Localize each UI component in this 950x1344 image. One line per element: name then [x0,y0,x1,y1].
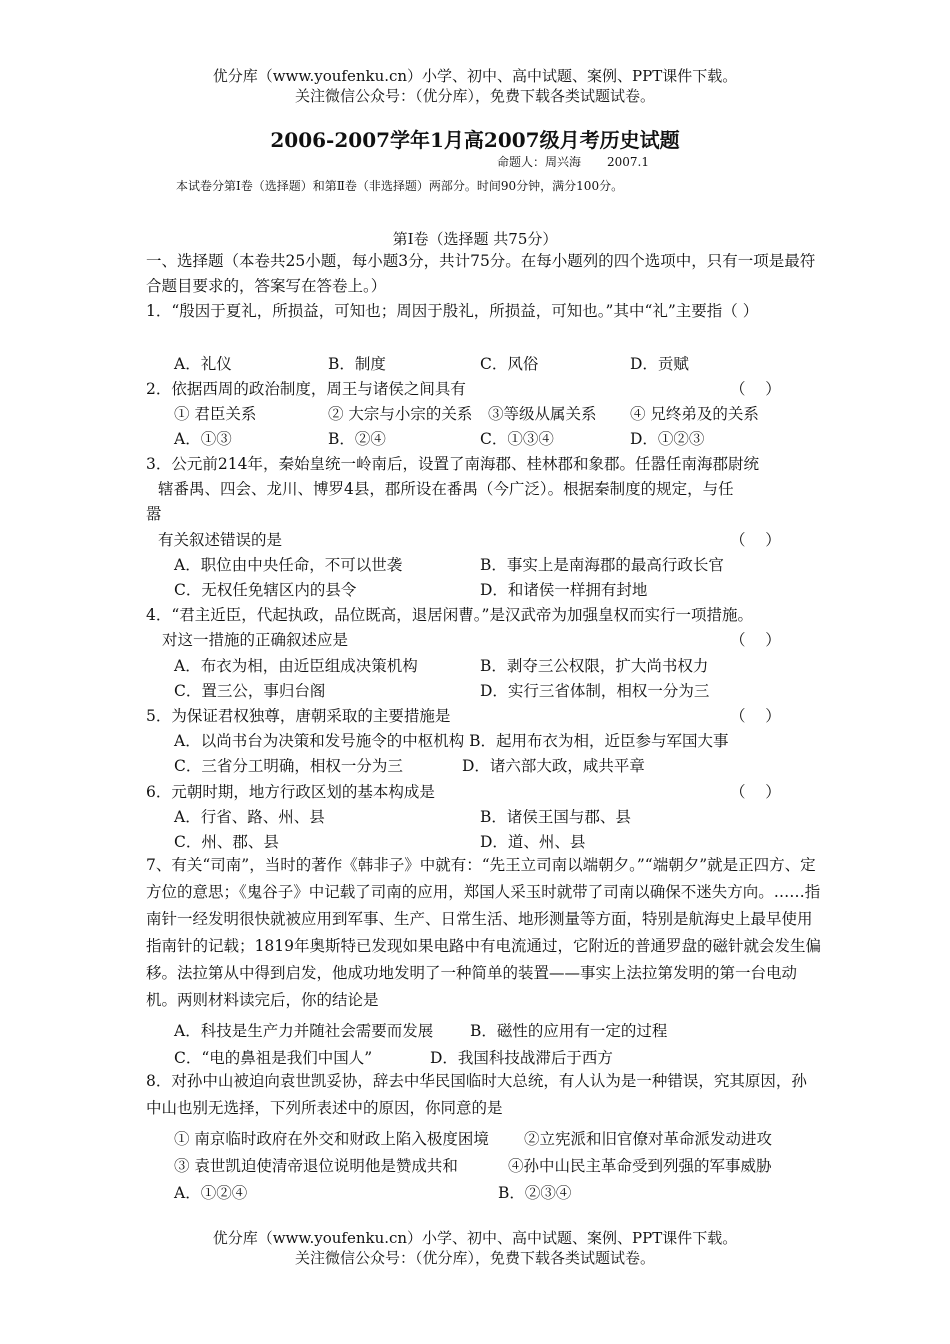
q2-statement-3: ③等级从属关系 [488,405,597,423]
q1-option-b: B．制度 [328,355,386,373]
q2-statement-4: ④ 兄终弟及的关系 [630,405,759,423]
q2-option-b: B．②④ [328,430,386,448]
q8-statement-4: ④孙中山民主革命受到列强的军事威胁 [508,1157,772,1175]
q4-line-1: 4．“君主近臣，代起执政，品位既高，退居闲曹。”是汉武帝为加强皇权而实行一项措施。 [146,606,753,624]
q7-option-d: D．我国科技战滞后于西方 [430,1049,613,1067]
author-line [497,153,649,170]
q4-option-d: D．实行三省体制，相权一分为三 [480,682,710,700]
q3-option-a: A．职位由中央任命，不可以世袭 [174,556,403,574]
footer-line-2: 关注微信公众号：（优分库），免费下载各类试题试卷。 [294,1249,655,1267]
q2-answer-paren: （ ） [730,380,781,398]
q2-statement-2: ② 大宗与小宗的关系 [328,405,473,423]
q3-line-4: 有关叙述错误的是 [158,531,283,549]
q6-option-c: C．州、郡、县 [174,833,279,851]
exam-intro: 本试卷分第Ⅰ卷（选择题）和第Ⅱ卷（非选择题）两部分。时间90分钟，满分100分。 [176,179,624,193]
q7-text: 7、有关“司南”，当时的著作《韩非子》中就有：“先王立司南以端朝夕。”“端朝夕”就是正四方、定方位的意思；《鬼谷子》中记载了司南的应用，郑国人采玉时就带了司南以确保不迷失方向。……指南针一经发明很快就被应用到军事、生产、日常生活、地形测量等方面，特别是航海史上最早使用指南针的记载；1819年奥斯特已发现如果电路中有电流通过，它附近的普通罗盘的磁针就会发生偏移。法拉第从中得到启发，他成功地发明了一种简单的装置——事实上法拉第发明的第一台电动机。两则材料读完后，你的结论是 [146,856,821,1009]
q6-option-a: A．行省、路、州、县 [174,808,325,826]
q6-answer-paren: （ ） [730,783,781,801]
q8-statement-3: ③ 袁世凯迫使清帝退位说明他是赞成共和 [174,1157,458,1175]
q2-option-c: C．①③④ [480,430,554,448]
q7-option-c: C．“电的鼻祖是我们中国人” [174,1049,373,1067]
q6-option-b: B．诸侯王国与郡、县 [480,808,631,826]
q8-statement-2: ②立宪派和旧官僚对革命派发动进攻 [524,1130,773,1148]
q3-answer-paren: （ ） [730,531,781,549]
author-label: 命题人：周兴海 [497,155,582,169]
footer-line-1: 优分库（www.youfenku.cn）小学、初中、高中试题、案例、PPT课件下载。 [212,1229,738,1247]
q3-option-c: C．无权任免辖区内的县令 [174,581,357,599]
q6-option-d: D．道、州、县 [480,833,586,851]
q2-option-d: D．①②③ [630,430,705,448]
page-title: 2006-2007学年1月高2007级月考历史试题 [270,128,680,152]
q3-option-b: B．事实上是南海郡的最高行政长官 [480,556,724,574]
q8-statement-1: ① 南京临时政府在外交和财政上陷入极度困境 [174,1130,489,1148]
q3-line-2: 辖番禺、四会、龙川、博罗4县，郡所设在番禺（今广泛）。根据秦制度的规定，与任 [158,480,734,498]
q6-stem: 6．元朝时期，地方行政区划的基本构成是 [146,783,435,801]
q4-option-a: A．布衣为相，由近臣组成决策机构 [174,657,418,675]
q2-option-a: A．①③ [174,430,232,448]
q4-line-2: 对这一措施的正确叙述应是 [162,631,349,649]
q7-option-a: A．科技是生产力并随社会需要而发展 [174,1022,434,1040]
q5-option-c: C．三省分工明确，相权一分为三 [174,757,403,775]
instructions: 一、选择题（本卷共25小题，每小题3分，共计75分。在每小题列的四个选项中，只有一项是最符合题目要求的，答案写在答卷上。） [146,252,816,295]
q3-line-1: 3．公元前214年，秦始皇统一岭南后，设置了南海郡、桂林郡和象郡。任嚣任南海郡尉统 [146,455,759,473]
q1-stem: 1．“殷因于夏礼，所损益，可知也；周因于殷礼，所损益，可知也。”其中“礼”主要指（ ） [146,302,759,320]
q4-option-c: C．置三公，事归台阁 [174,682,326,700]
q1-option-c: C．风俗 [480,355,539,373]
header-line-1: 优分库（www.youfenku.cn）小学、初中、高中试题、案例、PPT课件下载。 [212,67,738,85]
q4-option-b: B．剥夺三公权限，扩大尚书权力 [480,657,709,675]
q2-stem: 2．依据西周的政治制度，周王与诸侯之间具有 [146,380,466,398]
q7-option-b: B．磁性的应用有一定的过程 [470,1022,668,1040]
section-title: 第Ⅰ卷（选择题 共75分） [392,230,558,248]
q8-option-b: B．②③④ [498,1184,572,1202]
q1-option-a: A．礼仪 [174,355,232,373]
q3-line-3: 嚣 [146,505,162,523]
q8-text: 8．对孙中山被迫向袁世凯妥协，辞去中华民国临时大总统，有人认为是一种错误，究其原因，孙中山也别无选择，下列所表述中的原因，你同意的是 [146,1072,807,1117]
q5-options-ab: A．以尚书台为决策和发号施令的中枢机构 B．起用布衣为相，近臣参与军国大事 [174,732,729,750]
q1-option-d: D．贡赋 [630,355,689,373]
q3-option-d: D．和诸侯一样拥有封地 [480,581,648,599]
q2-statement-1: ① 君臣关系 [174,405,257,423]
q8-option-a: A．①②④ [174,1184,248,1202]
header-line-2: 关注微信公众号：（优分库），免费下载各类试题试卷。 [294,87,655,105]
q4-answer-paren: （ ） [730,631,781,649]
q5-option-d: D．诸六部大政，咸共平章 [462,757,645,775]
q5-answer-paren: （ ） [730,707,781,725]
q5-stem: 5．为保证君权独尊，唐朝采取的主要措施是 [146,707,451,725]
exam-date: 2007.1 [607,155,650,169]
